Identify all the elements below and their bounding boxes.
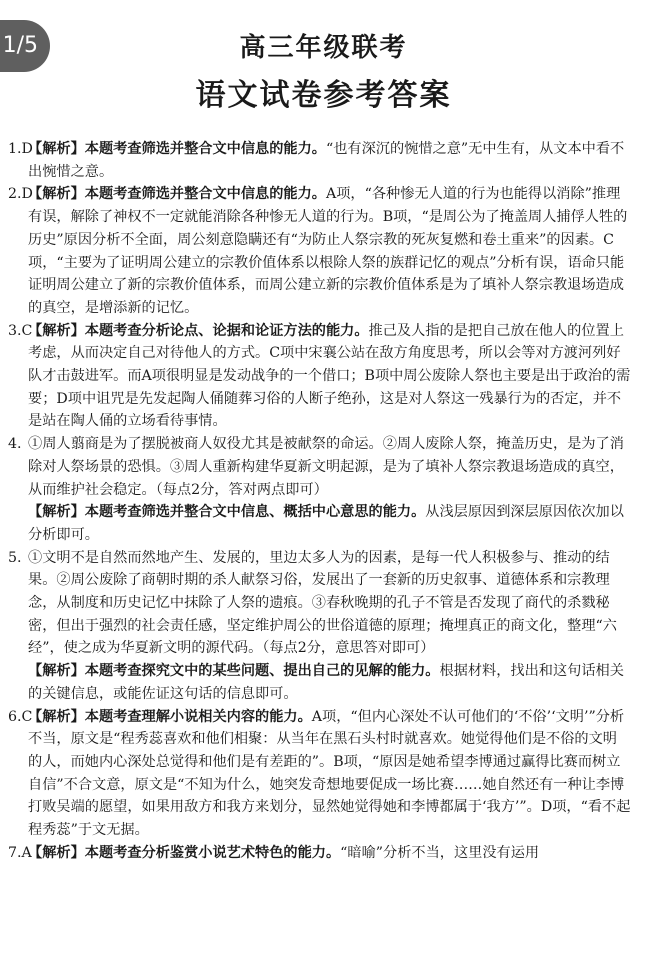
analysis-label: 【解析】本题考查理解小说相关内容的能力。	[28, 708, 312, 725]
answer-text: 推己及人指的是把自己放在他人的位置上考虑，从而决定自己对待他人的方式。C项中宋襄公站在敌方角度思考，所以会等对方渡河列好队才击鼓进军。而A项很明显是发动战争的一个借口；B项中周公废除人祭也主要是出于政治的需要；D项中诅咒是先发起陶人俑随葬习俗的人断子绝孙，这是对人祭这一残暴行为的否定，并不是站在陶人俑的立场看待事情。	[28, 322, 631, 430]
answer-body	[28, 842, 631, 865]
answer-list	[8, 138, 631, 865]
analysis-label: 【解析】本题考查筛选并整合文中信息的能力。	[28, 186, 326, 203]
analysis-label: 【解析】本题考查探究文中的某些问题、提出自己的见解的能力。	[28, 663, 440, 680]
analysis-label: 【解析】本题考查筛选并整合文中信息、概括中心意思的能力。	[28, 504, 426, 521]
answer-item-2	[8, 183, 631, 319]
answer-item-1	[8, 138, 631, 183]
answer-text: A项，“各种惨无人道的行为也能得以消除”推理有误，解除了神权不一定就能消除各种惨无人道的行为。B项，“是周公为了掩盖周人捕俘人牲的历史”原因分析不全面，周公刻意隐瞒还有“为防止人祭宗教的死灰复燃和卷土重来”的因素。C项，“主要为了证明周公建立的宗教价值体系以根除人祭的族群记忆的观点”分析有误，语命只能证明周公建立了新的宗教价值体系，而周公建立新的宗教价值体系是为了填补人祭宗教退场造成的真空，是增添新的记忆。	[28, 186, 628, 316]
document-title	[0, 30, 647, 116]
answer-number: 7.A	[8, 844, 32, 861]
explanation-text: 根据材料，找出和这句话相关的关键信息，或能佐证这句话的信息即可。	[28, 663, 624, 702]
answer-number: 4.	[8, 436, 22, 453]
answer-item-5	[8, 547, 631, 661]
answer-number: 1.D	[8, 141, 33, 157]
answer-number: 6.C	[8, 708, 33, 725]
answer-4-explanation	[8, 501, 631, 546]
analysis-label: 【解析】本题考查分析鉴赏小说艺术特色的能力。	[28, 844, 341, 861]
title-line-1: 高三年级联考	[239, 33, 408, 63]
answer-body	[28, 706, 631, 842]
answer-item-3	[8, 320, 631, 434]
answer-text: “也有深沉的惋惜之意”无中生有，从文本中看不出惋惜之意。	[28, 141, 625, 180]
answer-number: 3.C	[8, 322, 33, 339]
answer-body	[28, 183, 631, 319]
answer-item-6	[8, 706, 631, 842]
analysis-label: 【解析】本题考查分析论点、论据和论证方法的能力。	[28, 322, 369, 339]
answer-5-explanation	[8, 660, 631, 705]
answer-text: ①周人翦商是为了摆脱被商人奴役尤其是被献祭的命运。②周人废除人祭，掩盖历史，是为了消除对人祭场景的恐惧。③周人重新构建华夏新文明起源，是为了填补人祭宗教退场造成的真空，从而维护社会稳定。（每点2分，答对两点即可）	[28, 436, 624, 498]
answer-number: 5.	[8, 549, 22, 566]
answer-text: ①文明不是自然而然地产生、发展的，里边太多人为的因素，是每一代人积极参与、推动的结果。②周公废除了商朝时期的杀人献祭习俗，发展出了一套新的历史叙事、道德体系和宗教理念，从制度和历史记忆中抹除了人祭的遗痕。③春秋晚期的孔子不管是否发现了商代的杀戮秘密，但出于强烈的社会责任感，坚定维护周公的世俗道德的原理；掩埋真正的商文化，整理“六经”，使之成为华夏新文明的源代码。（每点2分，意思答对即可）	[28, 549, 617, 657]
explanation-text: 从浅层原因到深层原因依次加以分析即可。	[28, 504, 624, 543]
answer-item-4	[8, 433, 631, 501]
answer-text: “暗喻”分析不当，这里没有运用	[340, 844, 540, 861]
answer-item-7	[8, 842, 631, 865]
answer-number: 2.D	[8, 186, 33, 203]
answer-text: A项，“但内心深处不认可他们的‘不俗’‘文明’”分析不当，原文是“程秀蕊喜欢和他们相聚：从当年在黑石头村时就喜欢。她觉得他们是不俗的文明的人，而她内心深处总觉得和他们是有差距的”。B项，“原因是她希望李博通过赢得比赛而树立自信”不合文意，原文是“不知为什么，她突发奇想地要促成一场比赛……她自然还有一种让李博打败吴端的愿望，如果用敌方和我方来划分，显然她觉得她和李博都属于‘我方’”。D项，“看不起程秀蕊”于文无据。	[28, 708, 631, 839]
title-line-2: 语文试卷参考答案	[195, 78, 452, 113]
answer-body	[28, 320, 631, 434]
page-indicator: 1/5	[0, 20, 50, 72]
analysis-label: 【解析】本题考查筛选并整合文中信息的能力。	[28, 141, 326, 157]
answer-body	[28, 138, 631, 183]
